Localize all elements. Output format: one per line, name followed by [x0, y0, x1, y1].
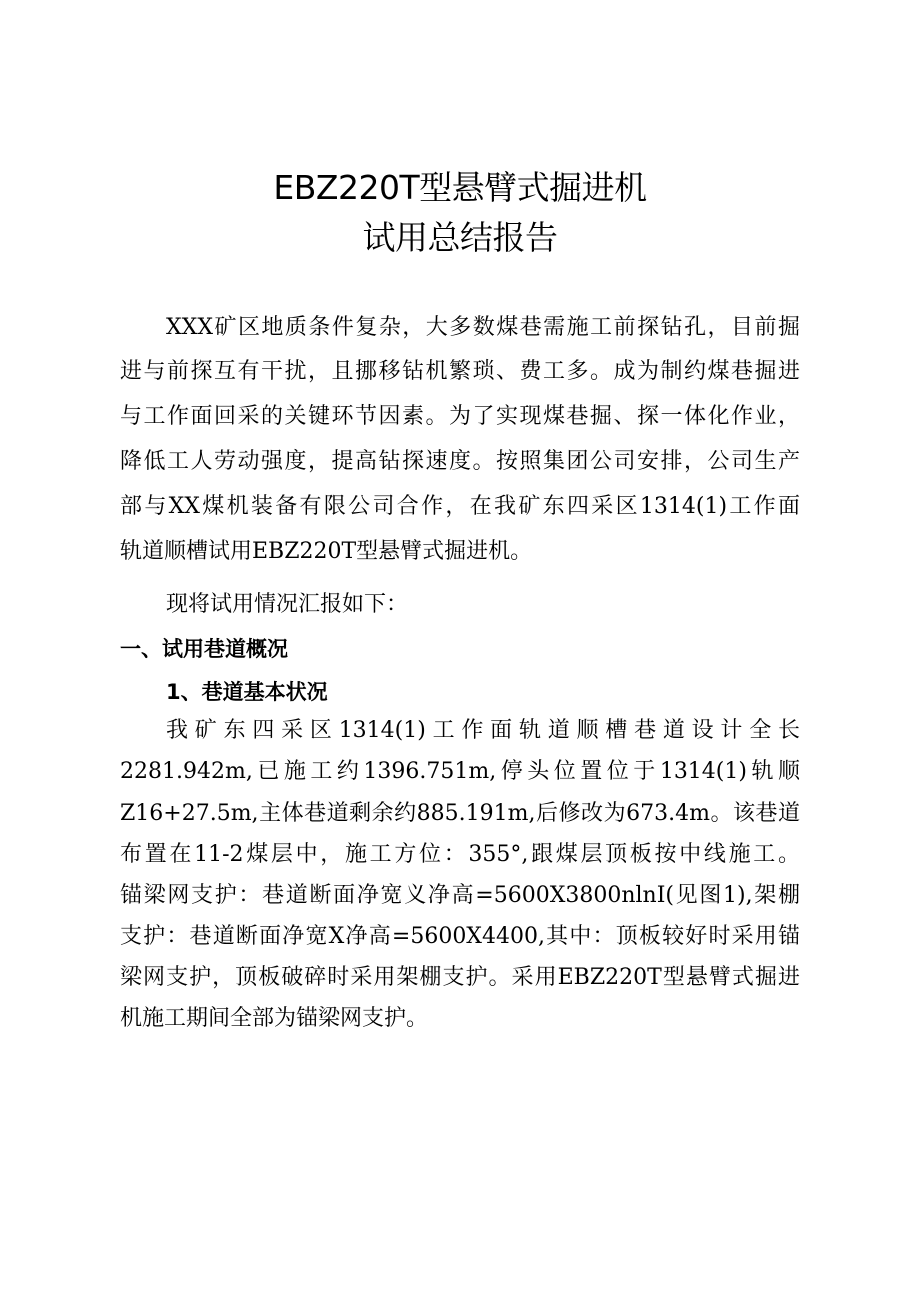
body-paragraph-line: 2281.942m,已施工约1396.751m,停头位置位于1314(1)轨顺 [120, 759, 800, 784]
body-paragraph-line: 锚梁网支护：巷道断面净宽义净高=5600X3800nlnI(见图1),架棚 [120, 883, 800, 908]
intro-paragraph-line: 与工作面回采的关键环节因素。为了实现煤巷掘、探一体化作业， [120, 404, 800, 429]
intro-paragraph-line: 进与前探互有干扰，且挪移钻机繁琐、费工多。成为制约煤巷掘进 [120, 359, 800, 384]
report-intro-text: 现将试用情况汇报如下： [166, 592, 409, 617]
body-paragraph-line: 我矿东四采区1314(1)工作面轨道顺槽巷道设计全长 [166, 718, 800, 743]
body-paragraph-line: 机施工期间全部为锚梁网支护。 [120, 1006, 429, 1031]
document-title-line-2: 试用总结报告 [362, 218, 558, 257]
body-paragraph-line: Z16+27.5m,主体巷道剩余约885.191m,后修改为673.4m。该巷道 [120, 801, 800, 826]
body-paragraph-line: 布置在11-2煤层中，施工方位：355°,跟煤层顶板按中线施工。 [120, 842, 800, 867]
intro-paragraph-line: XXX矿区地质条件复杂，大多数煤巷需施工前探钻孔，目前掘 [166, 315, 800, 340]
intro-paragraph-line: 降低工人劳动强度，提高钻探速度。按照集团公司安排，公司生产 [120, 449, 800, 474]
intro-paragraph-line: 部与XX煤机装备有限公司合作，在我矿东四采区1314(1)工作面 [120, 494, 800, 519]
body-paragraph-line: 支护：巷道断面净宽X净高=5600X4400,其中：顶板较好时采用锚 [120, 924, 800, 949]
section-heading: 一、试用巷道概况 [120, 637, 288, 661]
subsection-heading: 1、巷道基本状况 [166, 680, 328, 704]
body-paragraph-line: 梁网支护，顶板破碎时采用架棚支护。采用EBZ220T型悬臂式掘进 [120, 965, 800, 990]
document-title-line-1: EBZ220T型悬臂式掘进机 [273, 168, 647, 207]
intro-paragraph-line: 轨道顺槽试用EBZ220T型悬臂式掘进机。 [120, 539, 533, 564]
